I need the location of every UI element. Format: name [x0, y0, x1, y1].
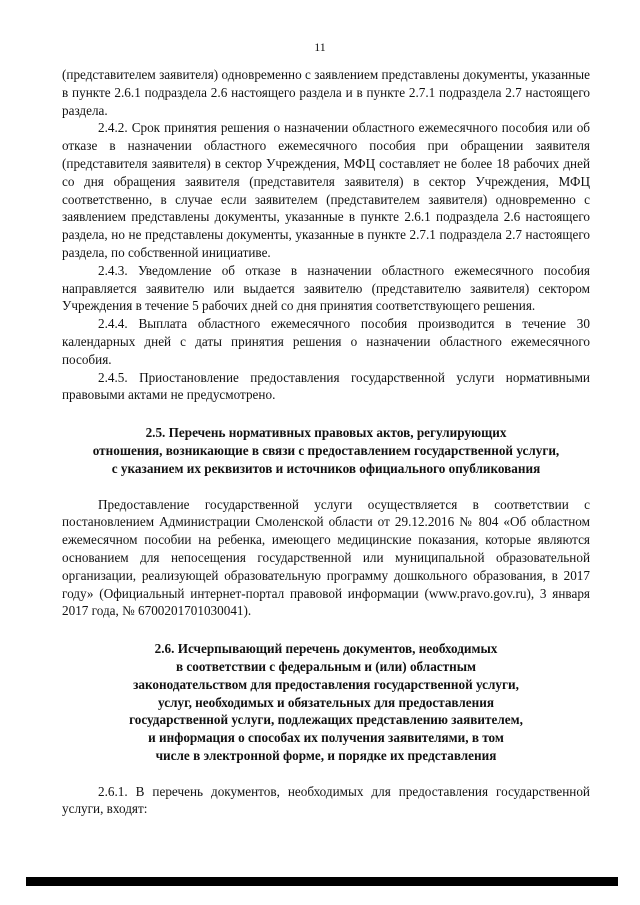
paragraph-2-4-4: 2.4.4. Выплата областного ежемесячного пособия производится в течение 30 календарных дней с даты принятия решения о назначении областного ежемесячного пособия. — [62, 316, 590, 367]
section-heading-2-5 — [62, 424, 590, 477]
heading-line: числе в электронной форме, и порядке их представления — [155, 747, 497, 763]
heading-line: с указанием их реквизитов и источников официального опубликования — [111, 460, 541, 476]
heading-line: в соответствии с федеральным и (или) областным — [175, 658, 477, 674]
heading-line: 2.6. Исчерпывающий перечень документов, необходимых — [154, 641, 498, 657]
paragraph-2-5: Предоставление государственной услуги осуществляется в соответствии с постановлением Администрации Смоленской области от 29.12.2016 № 804 «Об областном ежемесячном пособии на ребенка, имеющего медицинские показания, которые являются основанием для непосещения государственной или муниципальной образовательной организации, реализующей образовательную программу дошкольного образования, в 2017 году» (Официальный интернет-портал правовой информации (www.pravo.gov.ru), 3 января 2017 года, № 6700201701030041). — [62, 496, 590, 619]
heading-line: законодательством для предоставления государственной услуги, — [133, 676, 519, 692]
bottom-scan-bar — [26, 877, 618, 886]
heading-line: 2.5. Перечень нормативных правовых актов, регулирующих — [145, 425, 507, 441]
heading-line: отношения, возникающие в связи с предоставлением государственной услуги, — [92, 442, 560, 458]
heading-line: государственной услуги, подлежащих представлению заявителем, — [129, 712, 523, 728]
paragraph-continuation: (представителем заявителя) одновременно с заявлением представлены документы, указанные в пункте 2.6.1 подраздела 2.6 настоящего раздела и в пункте 2.7.1 подраздела 2.7 настоящего раздела. — [62, 67, 590, 118]
paragraph-2-4-5: 2.4.5. Приостановление предоставления государственной услуги нормативными правовыми актами не предусмотрено. — [62, 369, 590, 403]
paragraph-2-4-3: 2.4.3. Уведомление об отказе в назначении областного ежемесячного пособия направляется заявителю или выдается заявителю (представителю заявителя) сектором Учреждения в течение 5 рабочих дней со дня принятия соответствующего решения. — [62, 262, 590, 314]
paragraph-2-4-2: 2.4.2. Срок принятия решения о назначении областного ежемесячного пособия или об отказе в назначении областного ежемесячного пособия при обращении заявителя (представителя заявителя) в сектор Учреждения, МФЦ составляет не более 18 рабочих дней со дня обращения заявителя (представителя заявителя) в сектор Учреждения, МФЦ соответственно, в случае если заявителем (представителем заявителя) одновременно с заявлением представлены документы, указанные в пункте 2.6.1 подраздела 2.6 настоящего раздела, но не представлены документы, указанные в пункте 2.7.1 подраздела 2.7 настоящего раздела, по собственной инициативе. — [62, 120, 590, 260]
paragraph-2-6-1: 2.6.1. В перечень документов, необходимых для предоставления государственной услуги, входят: — [62, 783, 590, 817]
section-heading-2-6 — [62, 640, 590, 765]
heading-line: и информация о способах их получения заявителями, в том — [148, 730, 504, 746]
page-number: 11 — [314, 40, 326, 54]
document-body — [62, 66, 590, 818]
heading-line: услуг, необходимых и обязательных для предоставления — [158, 694, 494, 710]
